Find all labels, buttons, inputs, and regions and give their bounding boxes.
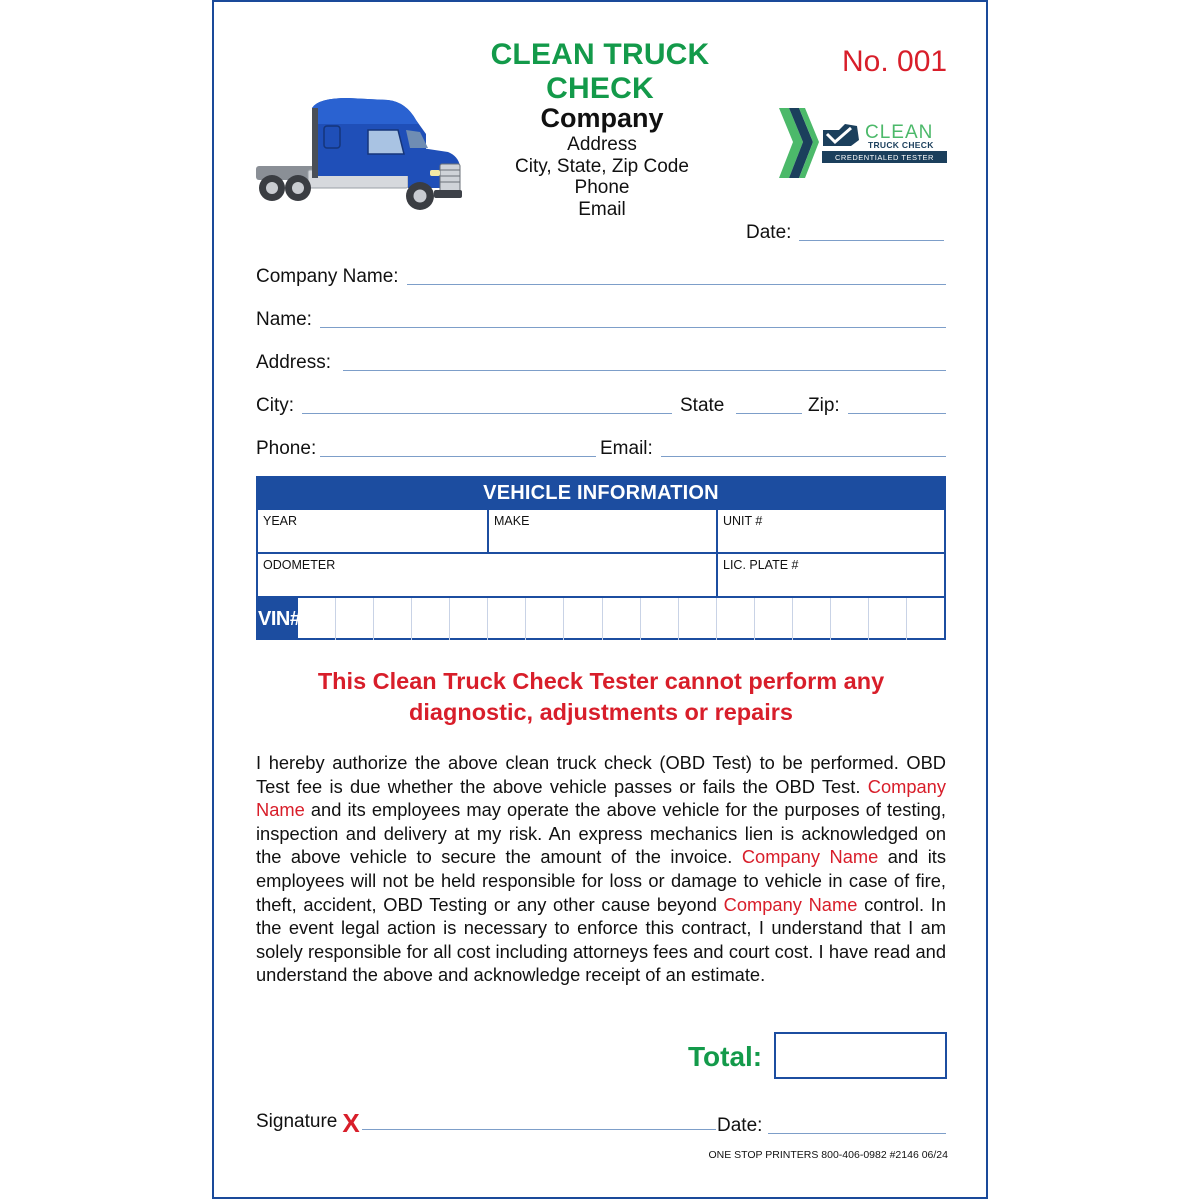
company-name-input[interactable] <box>407 284 946 285</box>
total-input[interactable] <box>774 1032 947 1079</box>
auth-seg-2: and its employees may operate the above vehicle for the purposes of testing, inspection and delivery at my risk. An express mechanics lien is acknowledged on the above vehicle to secure the amount of the invoice. <box>256 799 946 868</box>
email-field[interactable] <box>600 438 946 460</box>
company-email: Email <box>578 198 626 220</box>
signature-label: Signature <box>256 1111 338 1132</box>
unit-label: UNIT # <box>723 514 763 528</box>
make-cell[interactable] <box>487 510 716 552</box>
vin-box-7[interactable] <box>525 598 563 640</box>
total-label: Total: <box>688 1041 763 1072</box>
signature-input[interactable] <box>362 1129 716 1130</box>
company-name-ref: Company Name <box>741 846 879 868</box>
phone-label: Phone: <box>256 438 317 459</box>
svg-text:TRUCK CHECK: TRUCK CHECK <box>868 140 934 150</box>
printer-info: ONE STOP PRINTERS 800-406-0982 #2146 06/24 <box>708 1149 948 1161</box>
state-label: State <box>680 395 725 416</box>
year-cell[interactable] <box>258 510 487 552</box>
company-address: Address <box>567 134 637 155</box>
truck-icon <box>248 96 468 216</box>
phone-field[interactable] <box>256 438 596 460</box>
auth-seg-1: I hereby authorize the above clean truck check (OBD Test) to be performed. OBD Test fee is due whether the above vehicle passes or fails the OBD Test. <box>256 752 946 797</box>
address-label: Address: <box>256 352 331 373</box>
company-city-state-zip: City, State, Zip Code <box>515 155 689 177</box>
vehicle-row-1 <box>258 508 944 552</box>
address-input[interactable] <box>343 370 946 371</box>
odometer-cell[interactable] <box>258 554 716 596</box>
year-label: YEAR <box>263 514 298 528</box>
signature-x-mark: X <box>342 1108 360 1138</box>
svg-text:CLEAN: CLEAN <box>865 122 934 143</box>
auth-seg-3: and its employees will not be held responsible for loss or damage to vehicle in case of fire, theft, accident, OBD Testing or any other cause beyond <box>256 846 946 915</box>
unit-cell[interactable] <box>716 510 944 552</box>
company-name-ref: Company Name <box>256 775 946 821</box>
company-phone: Phone <box>574 177 630 198</box>
vin-box-12[interactable] <box>716 598 754 640</box>
header-date-label: Date: <box>746 222 792 243</box>
name-field[interactable] <box>256 309 946 331</box>
signature-field[interactable] <box>256 1108 716 1138</box>
zip-label: Zip: <box>808 395 840 416</box>
vin-label: VIN# <box>258 598 298 640</box>
company-name-ref: Company Name <box>723 893 858 915</box>
signature-date-label: Date: <box>717 1115 763 1136</box>
authorization-text <box>256 751 946 987</box>
auth-seg-4: control. In the event legal action is necessary to enforce this contract, I understand that I am solely responsible for all cost including attorneys fees and court cost. I have read and understand the above and acknowledge receipt of an estimate. <box>256 893 947 986</box>
city-input[interactable] <box>302 413 672 414</box>
vehicle-row-2 <box>258 552 944 596</box>
state-field[interactable] <box>680 395 802 417</box>
phone-input[interactable] <box>320 456 596 457</box>
make-label: MAKE <box>494 514 530 528</box>
vin-box-6[interactable] <box>487 598 525 640</box>
vin-box-17[interactable] <box>906 598 944 640</box>
lic-plate-label: LIC. PLATE # <box>723 558 799 572</box>
header-date-input[interactable] <box>799 240 944 241</box>
company-name-label: Company Name: <box>256 266 399 287</box>
vin-box-13[interactable] <box>754 598 792 640</box>
warning-line-2: diagnostic, adjustments or repairs <box>409 699 793 725</box>
vin-box-10[interactable] <box>640 598 678 640</box>
vin-row <box>258 596 944 640</box>
vin-box-8[interactable] <box>563 598 601 640</box>
lic-plate-cell[interactable] <box>716 554 944 596</box>
email-input[interactable] <box>661 456 946 457</box>
vin-box-3[interactable] <box>373 598 411 640</box>
svg-text:CREDENTIALED TESTER: CREDENTIALED TESTER <box>835 153 934 162</box>
company-info <box>484 102 720 220</box>
vin-box-11[interactable] <box>678 598 716 640</box>
vin-box-9[interactable] <box>602 598 640 640</box>
vehicle-info-heading: VEHICLE INFORMATION <box>258 478 944 508</box>
odometer-label: ODOMETER <box>263 558 336 572</box>
company-name-field[interactable] <box>256 266 946 288</box>
zip-input[interactable] <box>848 413 946 414</box>
address-field[interactable] <box>256 352 946 374</box>
vin-box-14[interactable] <box>792 598 830 640</box>
name-label: Name: <box>256 309 312 330</box>
vin-box-4[interactable] <box>411 598 449 640</box>
vin-box-2[interactable] <box>335 598 373 640</box>
city-label: City: <box>256 395 294 416</box>
vehicle-info-table <box>256 476 946 640</box>
vin-box-16[interactable] <box>868 598 906 640</box>
company-name: Company <box>540 103 664 133</box>
vin-box-5[interactable] <box>449 598 487 640</box>
vin-box-1[interactable] <box>298 598 335 640</box>
signature-date-input[interactable] <box>768 1133 946 1134</box>
state-input[interactable] <box>736 413 802 414</box>
tester-warning <box>254 666 948 728</box>
clean-truck-check-logo-icon <box>779 106 951 182</box>
zip-field[interactable] <box>808 395 946 417</box>
email-label: Email: <box>600 438 653 459</box>
name-input[interactable] <box>320 327 946 328</box>
form-page <box>212 0 988 1199</box>
form-title: CLEAN TRUCK CHECK <box>490 38 710 105</box>
header-date-field[interactable] <box>746 222 944 244</box>
form-number: No. 001 <box>842 45 948 78</box>
warning-line-1: This Clean Truck Check Tester cannot perform any <box>317 668 885 694</box>
signature-date-field[interactable] <box>717 1115 946 1137</box>
vin-box-15[interactable] <box>830 598 868 640</box>
city-field[interactable] <box>256 395 672 417</box>
